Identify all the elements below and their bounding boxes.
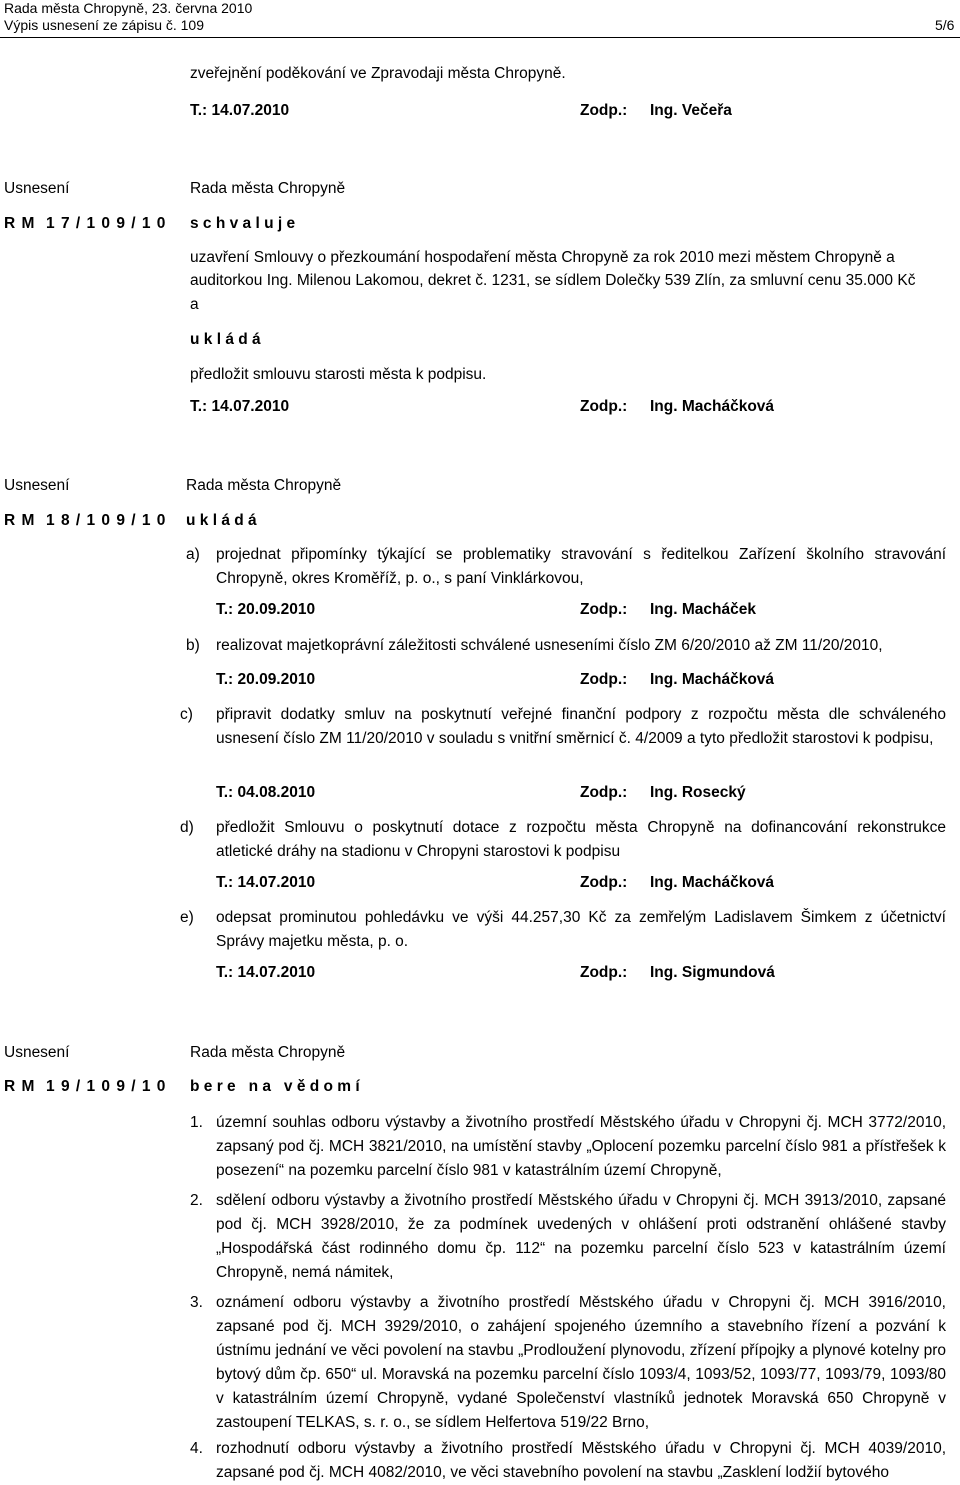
list-item-label: e) (180, 909, 194, 926)
deadline: T.: 04.08.2010 (216, 784, 316, 801)
list-item-text: sdělení odboru výstavby a životního prostředí Městského úřadu v Chropyni čj. MCH 3913/2010, zapsané pod čj. MCH 3928/2010, že za podmínek uvedených v ohlášení proti odstranění ohlášené stavby „Hospodářská část rodinného domu čp. 112“ na pozemku parcelní číslo 523 v katastrálním území Chropyně, nemá námitek, (216, 1192, 946, 1281)
zodp-label: Zodp.: (580, 398, 628, 415)
resolution-heading: Usnesení (4, 477, 70, 494)
zodp-label: Zodp.: (580, 601, 628, 618)
page-number: 5/6 (935, 17, 955, 33)
resolution-verb: u k l á d á (186, 512, 257, 529)
resolution-code: R M 1 8 / 1 0 9 / 1 0 (4, 512, 167, 529)
responsible-person: Ing. Sigmundová (650, 964, 775, 981)
resolution-verb: s c h v a l u j e (190, 215, 296, 232)
resolution-code: R M 1 9 / 1 0 9 / 1 0 (4, 1078, 167, 1095)
list-item-text: projednat připomínky týkající se problematiky stravování s ředitelkou Zařízení školního stravování Chropyně, okres Kroměříž, p. o., s paní Vinklárkovou, (216, 546, 946, 587)
resolution-body: Rada města Chropyně (186, 477, 342, 494)
deadline: T.: 14.07.2010 (190, 398, 290, 415)
intro-responsible: Ing. Večeřa (650, 102, 732, 119)
resolution-text-line: uzavření Smlouvy o přezkoumání hospodaření města Chropyně za rok 2010 mezi městem Chropyně a (190, 249, 895, 266)
list-item-label: 1. (190, 1114, 203, 1131)
list-item-label: a) (186, 546, 200, 563)
resolution-text-line: auditorkou Ing. Milenou Lakomou, dekret č. 1231, se sídlem Dolečky 539 Zlín, za smluvní cenu 35.000 Kč (190, 272, 916, 289)
list-item-text: připravit dodatky smluv na poskytnutí veřejné finanční podpory z rozpočtu města dle schváleného usnesení číslo ZM 11/20/2010 v souladu s vnitřní směrnicí č. 4/2009 a tyto předložit starostovi k podpisu, (216, 706, 946, 747)
list-item-label: 2. (190, 1192, 203, 1209)
zodp-label: Zodp.: (580, 964, 628, 981)
list-item-label: c) (180, 706, 193, 723)
resolution-body: Rada města Chropyně (190, 180, 346, 197)
zodp-label: Zodp.: (580, 784, 628, 801)
list-item-text: oznámení odboru výstavby a životního prostředí Městského úřadu v Chropyni čj. MCH 3916/2010, zapsané pod čj. MCH 3929/2010, o zahájení spojeného územního a stavebního řízení a pozvání k ústnímu jednání ve věci povolení na stavbu „Prodloužení plynovodu, zřízení přípojky a plynové kotelny pro bytový dům čp. 650“ ul. Moravská na pozemku parcelní číslo 1093/4, 1093/52, 1093/77, 1093/79, 1093/80 v katastrálním území Chropyně, vydané Společenství vlastníků jednotek Moravská 650 Chropyně v zastoupení TELKAS, s. r. o., se sídlem Helfertova 519/22 Brno, (216, 1294, 946, 1431)
responsible-person: Ing. Macháčková (650, 671, 775, 688)
header-subtitle: Výpis usnesení ze zápisu č. 109 (4, 17, 205, 33)
list-item-text: realizovat majetkoprávní záležitosti schválené usneseními číslo ZM 6/20/2010 až ZM 11/20/2010, (216, 637, 883, 654)
resolution-body: Rada města Chropyně (190, 1044, 346, 1061)
responsible-person: Ing. Macháčková (650, 398, 775, 415)
responsible-person: Ing. Macháček (650, 601, 756, 618)
list-item-label: 3. (190, 1294, 203, 1311)
resolution-heading: Usnesení (4, 1044, 70, 1061)
deadline: T.: 20.09.2010 (216, 601, 316, 618)
zodp-label: Zodp.: (580, 671, 628, 688)
responsible-person: Ing. Macháčková (650, 874, 775, 891)
list-item-text: územní souhlas odboru výstavby a životního prostředí Městského úřadu v Chropyni čj. MCH 3772/2010, zapsaný pod čj. MCH 3821/2010, na umístění stavby „Oplocení pozemku parcelní číslo 981 a přístřešek k posezení“ na pozemku parcelní číslo 981 v katastrálním území Chropyně, (216, 1114, 946, 1179)
zodp-label: Zodp.: (580, 874, 628, 891)
list-item-text: předložit Smlouvu o poskytnutí dotace z rozpočtu města Chropyně na dofinancování rekonstrukce atletické dráhy na stadionu v Chropyni starostovi k podpisu (216, 819, 946, 860)
responsible-person: Ing. Rosecký (650, 784, 746, 801)
intro-text: zveřejnění poděkování ve Zpravodaji města Chropyně. (190, 65, 566, 82)
resolution-heading: Usnesení (4, 180, 70, 197)
intro-zodp-label: Zodp.: (580, 102, 628, 119)
deadline: T.: 14.07.2010 (216, 874, 316, 891)
list-item-text: odepsat prominutou pohledávku ve výši 44.257,30 Kč za zemřelým Ladislavem Šimkem z účetnictví Správy majetku města, p. o. (216, 909, 946, 950)
resolution-verb: b e r e n a v ě d o m í (190, 1078, 360, 1095)
resolution-text-line: a (190, 296, 199, 313)
resolution-text-2: předložit smlouvu starosti města k podpisu. (190, 366, 487, 383)
deadline: T.: 14.07.2010 (216, 964, 316, 981)
header-title: Rada města Chropyně, 23. června 2010 (4, 0, 253, 16)
resolution-code: R M 1 7 / 1 0 9 / 1 0 (4, 215, 167, 232)
header-rule (0, 37, 960, 38)
intro-deadline: T.: 14.07.2010 (190, 102, 290, 119)
resolution-verb-2: u k l á d á (190, 331, 261, 348)
list-item-label: 4. (190, 1440, 203, 1457)
list-item-label: b) (186, 637, 200, 654)
list-item-label: d) (180, 819, 194, 836)
deadline: T.: 20.09.2010 (216, 671, 316, 688)
list-item-text: rozhodnutí odboru výstavby a životního prostředí Městského úřadu v Chropyni čj. MCH 4039/2010, zapsané pod čj. MCH 4082/2010, ve věci stavebního povolení na stavbu „Zasklení lodžií bytového (216, 1440, 946, 1481)
